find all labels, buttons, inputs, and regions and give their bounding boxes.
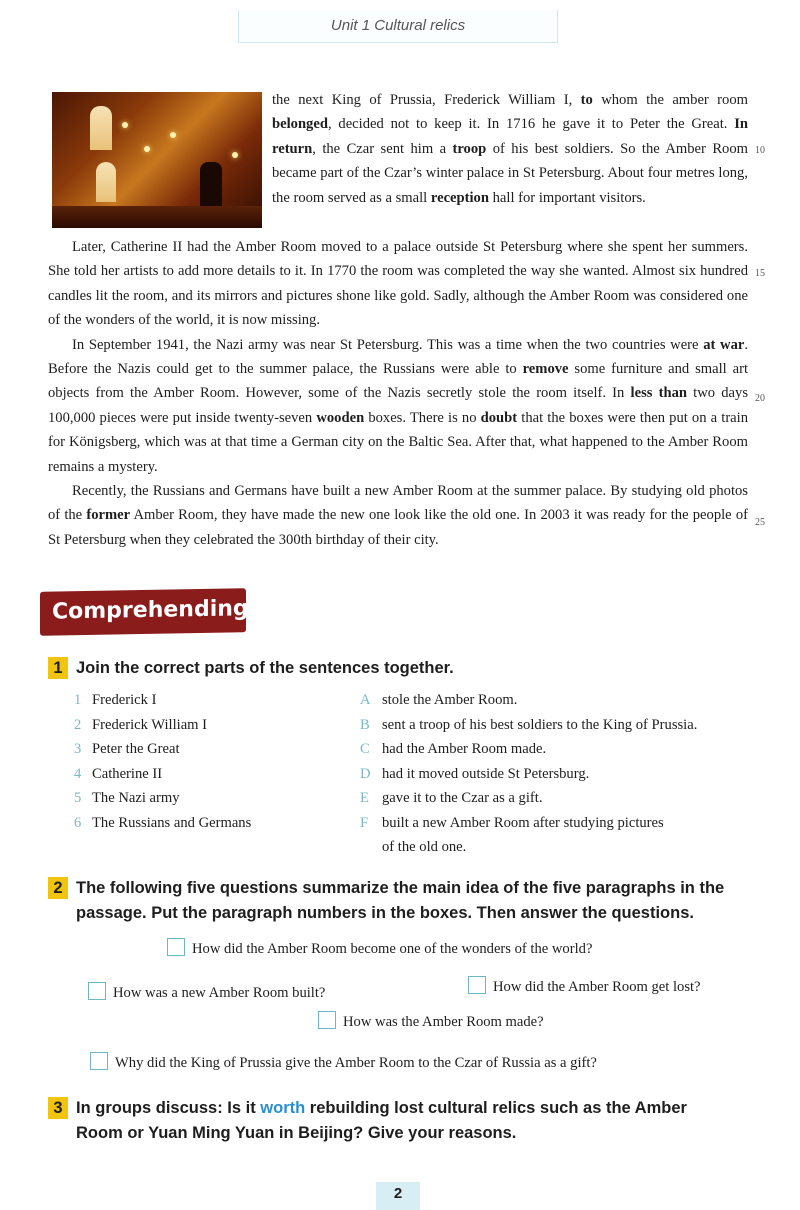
list-item: E gave it to the Czar as a gift. [360, 790, 543, 806]
keyword: less than [630, 385, 687, 402]
question-1-heading [48, 656, 454, 681]
question-3-heading: 3 In groups discuss: Is it worth rebuilding lost cultural relics such as the Amber Room or Yuan Ming Yuan in Beijing? Give your reasons. [48, 1096, 687, 1146]
q1-right-list [360, 688, 760, 860]
worth-keyword: worth [260, 1099, 306, 1117]
question-2-heading [48, 876, 724, 926]
amber-room-photo [52, 92, 262, 228]
question-2-title-line1: The following five questions summarize the main idea of the five paragraphs in the [76, 879, 725, 897]
question-2-title-line2: passage. Put the paragraph numbers in the boxes. Then answer the questions. [76, 904, 694, 922]
question-number: 1 [48, 657, 68, 679]
answer-box[interactable] [90, 1052, 108, 1070]
list-item: 4 Catherine II [74, 765, 163, 782]
answer-box[interactable] [318, 1011, 336, 1029]
keyword: to [580, 92, 593, 108]
list-item: 5 The Nazi army [74, 790, 180, 806]
keyword: belonged [272, 116, 328, 133]
keyword: former [86, 507, 131, 524]
list-item: A stole the Amber Room. [360, 692, 518, 708]
comprehending-banner [40, 588, 249, 636]
reading-main [48, 235, 748, 552]
keyword: troop [452, 140, 487, 157]
list-item: B sent a troop of his best soldiers to the King of Prussia. [360, 716, 698, 733]
q2-item: How was a new Amber Room built? [88, 982, 325, 1004]
list-item: 2 Frederick William I [74, 716, 208, 733]
q2-item: How did the Amber Room become one of the wonders of the world? [167, 938, 592, 960]
list-item: 3 Peter the Great [74, 741, 180, 757]
paragraph-nazi: In September 1941, the Nazi army was near St Petersburg. This was a time when the two countries were at war. Before the Nazis could get to the summer palace, the Russians were able to remove some furniture and small art objects from the Amber Room. However, some of the Nazis secretly stole the room itself. In less than two days 100,000 pieces were put inside twenty-seven wooden boxes. There is no doubt that the boxes were then put on a train for Königsberg, which was at that time a German city on the Baltic Sea. After that, what happened to the Amber Room remains a mystery. [48, 336, 749, 475]
keyword: In return [272, 116, 748, 157]
unit-title: Unit 1 Cultural relics [330, 17, 466, 34]
list-item: C had the Amber Room made. [360, 741, 547, 757]
keyword: at war [703, 336, 745, 353]
paragraph-catherine: Later, Catherine II had the Amber Room moved to a palace outside St Petersburg where she spent her summers. She told her artists to add more details to it. In 1770 the room was completed the way she wanted. Almost six hundred candles lit the room, and its mirrors and pictures shone like gold. Sadly, although the Amber Room was considered one of the wonders of the world, it is now missing. [48, 239, 748, 329]
line-number: 10 [755, 145, 765, 156]
answer-box[interactable] [468, 976, 486, 994]
question-number: 2 [48, 877, 68, 899]
keyword: reception [430, 189, 489, 206]
q1-left-list [74, 688, 251, 835]
answer-box[interactable] [88, 982, 106, 1000]
question-number: 3 [48, 1097, 68, 1119]
line-number: 20 [755, 393, 765, 404]
list-item: D had it moved outside St Petersburg. [360, 765, 590, 782]
unit-header [238, 10, 558, 43]
list-item: of the old one. [382, 839, 467, 855]
q2-item: How was the Amber Room made? [318, 1011, 544, 1033]
line-number: 25 [755, 517, 765, 528]
q2-item: Why did the King of Prussia give the Amber Room to the Czar of Russia as a gift? [90, 1052, 597, 1074]
paragraph-recently: Recently, the Russians and Germans have built a new Amber Room at the summer palace. By studying old photos of the former Amber Room, they have made the new one look like the old one. In 2003 it was ready for the people of St Petersburg when they celebrated the 300th birthday of their city. [48, 483, 748, 548]
reading-top-paragraph [272, 88, 748, 210]
keyword: wooden [316, 409, 365, 426]
list-item: 6 The Russians and Germans [74, 814, 252, 831]
question-1-title: Join the correct parts of the sentences together. [76, 659, 454, 677]
paragraph-top: the next King of Prussia, Frederick William I, to whom the amber room belonged, decided not to keep it. In 1716 he gave it to Peter the Great. In return, the Czar sent him a troop of his best soldiers. So the Amber Room became part of the Czar’s winter palace in St Petersburg. About four metres long, the room served as a small reception hall for important visitors. [272, 92, 748, 206]
answer-box[interactable] [167, 938, 185, 956]
page-number: 2 [376, 1182, 420, 1210]
q2-item: How did the Amber Room get lost? [468, 976, 701, 998]
keyword: remove [522, 361, 569, 378]
list-item: F built a new Amber Room after studying pictures [360, 814, 664, 831]
list-item: 1 Frederick I [74, 692, 157, 708]
comprehending-title: Comprehending [52, 596, 249, 625]
line-number: 15 [755, 268, 765, 279]
keyword: doubt [480, 409, 518, 426]
question-3-title-line2: Room or Yuan Ming Yuan in Beijing? Give your reasons. [76, 1124, 517, 1142]
